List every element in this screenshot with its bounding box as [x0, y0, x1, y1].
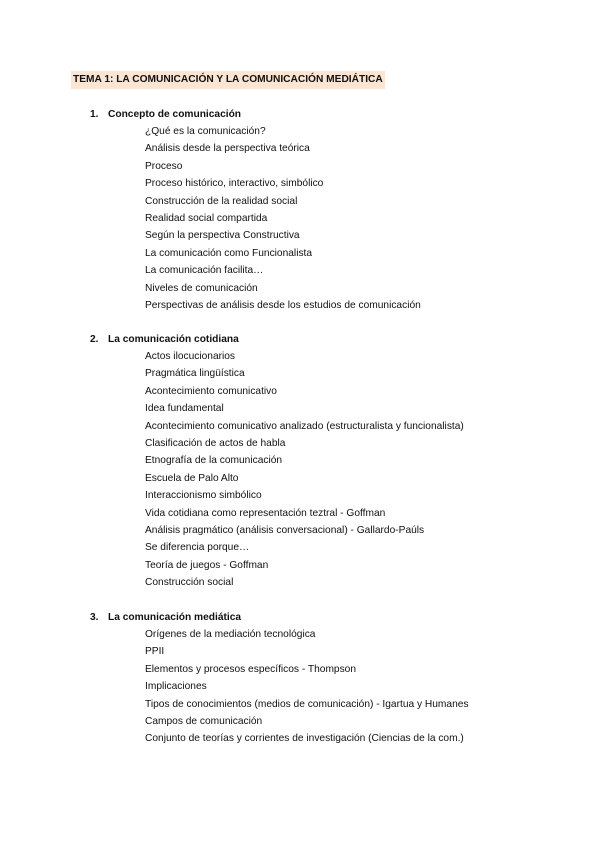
list-item: Análisis desde la perspectiva teórica	[145, 143, 310, 155]
section-heading-1	[90, 107, 241, 123]
section-number: 2.	[90, 334, 99, 345]
document-title: TEMA 1: LA COMUNICACIÓN Y LA COMUNICACIÓN MEDIÁTICA	[71, 71, 385, 89]
list-item: Análisis pragmático (análisis conversacional) - Gallardo-Paúls	[145, 524, 425, 536]
section-title: Concepto de comunicación	[108, 109, 242, 120]
section-title: La comunicación cotidiana	[108, 334, 239, 345]
list-item: Interaccionismo simbólico	[145, 490, 262, 502]
list-item: Vida cotidiana como representación teztral - Goffman	[145, 507, 386, 519]
list-item: Orígenes de la mediación tecnológica	[145, 629, 316, 640]
list-item: La comunicación facilita…	[145, 265, 264, 277]
list-item: Acontecimiento comunicativo analizado (estructuralista y funcionalista)	[145, 420, 464, 432]
list-item: Teoría de juegos - Goffman	[145, 559, 269, 571]
list-item: Pragmática lingüística	[145, 368, 245, 380]
list-item: ¿Qué es la comunicación?	[145, 126, 266, 137]
section-number: 3.	[90, 612, 99, 623]
list-item: Construcción social	[145, 577, 234, 589]
list-item: Realidad social compartida	[145, 212, 268, 224]
list-item: Acontecimiento comunicativo	[145, 385, 277, 397]
list-item: Campos de comunicación	[145, 715, 263, 727]
list-item: Proceso histórico, interactivo, simbólico	[145, 178, 324, 190]
section-3-list	[145, 626, 469, 748]
list-item: Perspectivas de análisis desde los estudios de comunicación	[145, 299, 421, 311]
list-item: Según la perspectiva Constructiva	[145, 230, 300, 242]
list-item: Actos ilocucionarios	[145, 351, 236, 362]
list-item: Elementos y procesos específicos - Thompson	[145, 663, 357, 675]
section-2-list	[145, 348, 464, 591]
section-heading-3	[90, 610, 241, 626]
list-item: Construcción de la realidad social	[145, 195, 298, 207]
list-item: Etnografía de la comunicación	[145, 455, 283, 467]
list-item: La comunicación como Funcionalista	[145, 247, 313, 259]
list-item: Proceso	[145, 160, 183, 172]
list-item: Tipos de conocimientos (medios de comunicación) - Igartua y Humanes	[145, 698, 469, 710]
list-item: Escuela de Palo Alto	[145, 472, 239, 484]
section-title: La comunicación mediática	[108, 612, 242, 623]
list-item: Clasificación de actos de habla	[145, 437, 286, 449]
section-heading-2	[90, 332, 239, 348]
list-item: Implicaciones	[145, 681, 207, 693]
section-number: 1.	[90, 109, 99, 120]
list-item: Se diferencia porque…	[145, 542, 250, 554]
section-1-list	[145, 123, 421, 314]
list-item: Niveles de comunicación	[145, 282, 258, 294]
list-item: Idea fundamental	[145, 403, 224, 415]
list-item: PPII	[145, 646, 165, 658]
list-item: Conjunto de teorías y corrientes de investigación (Ciencias de la com.)	[145, 733, 464, 745]
